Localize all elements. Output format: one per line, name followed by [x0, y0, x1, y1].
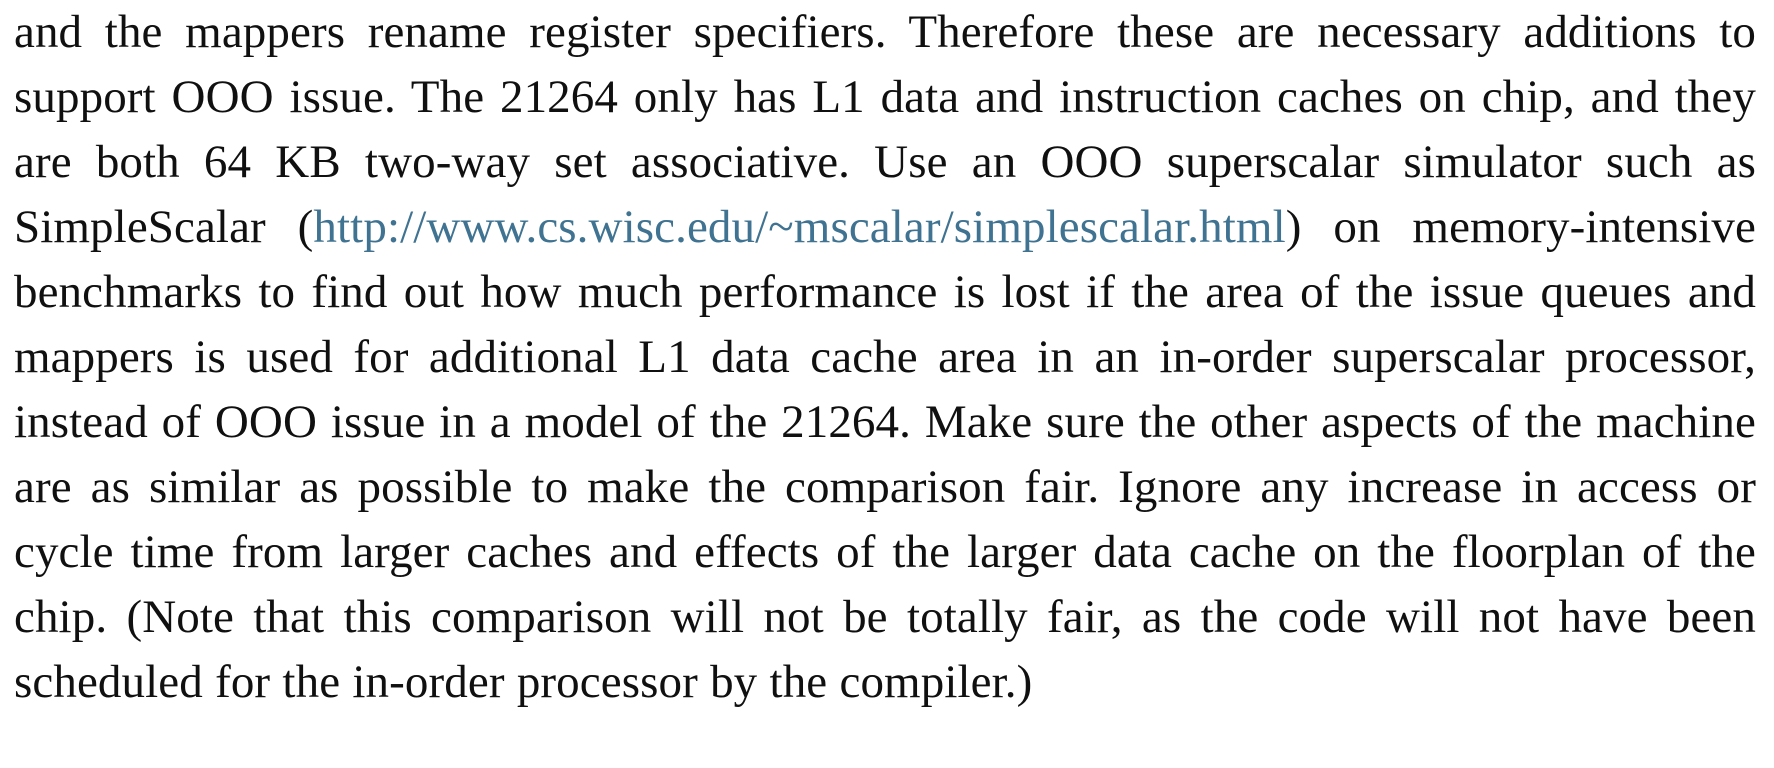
paragraph-segment-before-link: and the mappers rename register specifiers. Therefore these are necessary additions to support OOO issue. The 21264 only has L1 data and instruction caches on chip, and they are both 64 KB two-way set associative. Use an OOO superscalar simulator such as SimpleScalar (	[14, 6, 1756, 253]
body-paragraph	[14, 0, 1756, 715]
paragraph-segment-after-link: ) on memory-intensive benchmarks to find out how much performance is lost if the area of the issue queues and mappers is used for additional L1 data cache area in an in-order superscalar processor, instead of OOO issue in a model of the 21264. Make sure the other aspects of the machine are as similar as possible to make the comparison fair. Ignore any increase in access or cycle time from larger caches and effects of the larger data cache on the floorplan of the chip. (Note that this comparison will not be totally fair, as the code will not have been scheduled for the in-order processor by the compiler.)	[14, 201, 1756, 708]
simplescalar-url-link[interactable]: http://www.cs.wisc.edu/~mscalar/simplescalar.html	[313, 201, 1286, 253]
paragraph-text	[14, 0, 1756, 715]
